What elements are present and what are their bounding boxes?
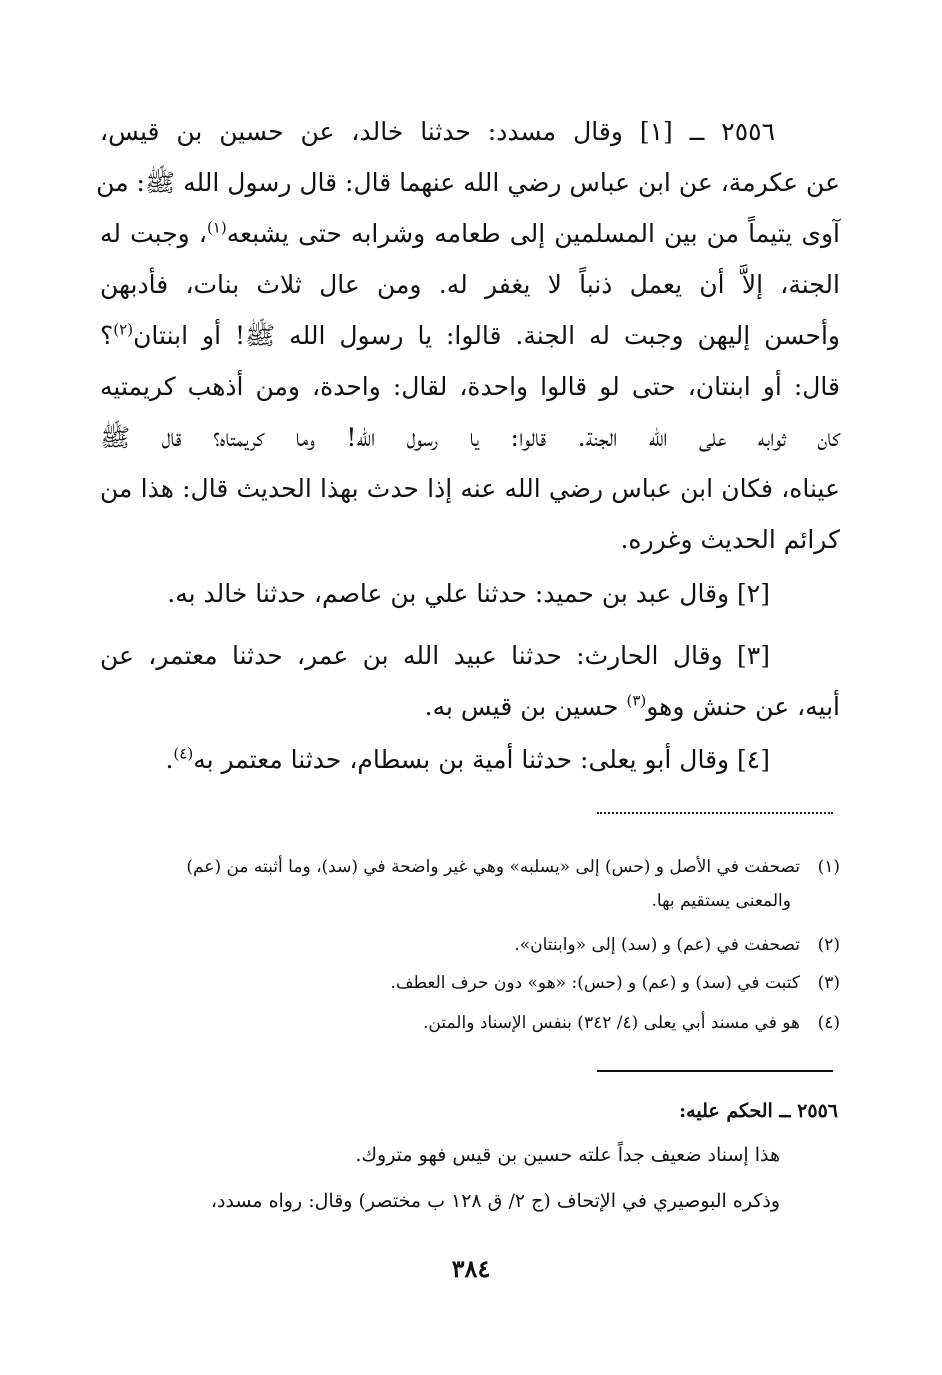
hadith-paragraph	[96, 106, 840, 565]
footnote-number: (١)	[817, 857, 840, 877]
hadith-text: ؟	[100, 321, 114, 350]
footnote	[105, 1006, 840, 1040]
chain-text	[100, 734, 770, 785]
chain-3	[100, 630, 840, 732]
footnote-ref[interactable]: (٢)	[113, 320, 134, 339]
chain-text	[100, 681, 840, 732]
chain-text: [٢] وقال عبد بن حميد: حدثنا علي بن عاصم، حدثنا خالد به.	[167, 579, 770, 608]
footnote-ref[interactable]: (٣)	[626, 691, 647, 710]
hadith-line: عن عكرمة، عن ابن عباس رضي الله عنهما قال: قال رسول الله ﷺ: من	[96, 168, 840, 197]
footnote-text-continued: والمعنى يستقيم بها.	[651, 891, 791, 911]
footnote-number: (٤)	[817, 1013, 840, 1033]
footnote	[105, 850, 840, 918]
ruling-text: هذا إسناد ضعيف جداً علته حسين بن قيس فهو متروك.	[355, 1144, 780, 1166]
chain-part: أبيه، عن حنش وهو	[646, 692, 840, 721]
hadith-line: ٢٥٥٦ ــ [١] وقال مسدد: حدثنا خالد، عن حسين بن قيس،	[100, 117, 775, 146]
section-rule	[597, 1070, 833, 1072]
hadith-line: الجنة، إلاَّ أن يعمل ذنباً لا يغفر له. ومن عال ثلاث بنات، فأدبهن	[100, 270, 840, 299]
hadith-text: وأحسن إليهن وجبت له الجنة. قالوا: يا رسول الله ﷺ! أو ابنتان	[133, 321, 840, 350]
footnote-number: (٣)	[817, 973, 840, 993]
ruling-title: ٢٥٥٦ ــ الحكم عليه:	[679, 1100, 838, 1122]
chain-part: حسين بن قيس به.	[424, 692, 627, 721]
chain-part: .	[165, 745, 174, 774]
footnote-number: (٢)	[817, 935, 840, 955]
footnote-ref[interactable]: (١)	[206, 218, 227, 237]
hadith-line: كرائم الحديث وغرره.	[620, 525, 840, 554]
chain-part: [٤] وقال أبو يعلى: حدثنا أمية بن بسطام، حدثنا معتمر به	[193, 745, 770, 774]
footnote-separator	[597, 812, 833, 814]
ruling-text: وذكره البوصيري في الإتحاف (ج ٢/ ق ١٢٨ ب مختصر) وقال: رواه مسدد،	[210, 1190, 780, 1212]
footnote-text: كتبت في (سد) و (عم) و (حس): «هو» دون حرف العطف.	[390, 973, 800, 993]
footnote-text: هو في مسند أبي يعلى (٤/ ٣٤٢) بنفس الإسناد والمتن.	[423, 1013, 800, 1033]
footnote-ref[interactable]: (٤)	[173, 744, 194, 763]
footnote	[105, 966, 840, 1000]
chain-4	[100, 734, 770, 785]
hadith-line	[100, 310, 840, 361]
hadith-text: ، وجبت له	[100, 219, 207, 248]
chain-text: [٣] وقال الحارث: حدثنا عبيد الله بن عمر، حدثنا معتمر، عن	[100, 641, 770, 670]
hadith-line: كان ثوابه على الله الجنة. قالوا: يا رسول الله! وما كريمتاه؟ قال ﷺ	[100, 423, 840, 452]
hadith-line: عيناه، فكان ابن عباس رضي الله عنه إذا حدث بهذا الحديث قال: هذا من	[100, 474, 840, 503]
footnote-text: تصحفت في الأصل و (حس) إلى «يسلبه» وهي غير واضحة في (سد)، وما أثبته من (عم)	[186, 857, 800, 877]
footnote	[105, 928, 840, 962]
page-number: ٣٨٤	[451, 1254, 491, 1283]
chain-2	[100, 568, 770, 619]
footnote-text: تصحفت في (عم) و (سد) إلى «وابنتان».	[514, 935, 800, 955]
hadith-text: آوى يتيماً من بين المسلمين إلى طعامه وشرابه حتى يشبعه	[226, 219, 840, 248]
hadith-line	[100, 208, 840, 259]
hadith-line: قال: أو ابنتان، حتى لو قالوا واحدة، لقال: واحدة، ومن أذهب كريمتيه	[100, 372, 840, 401]
